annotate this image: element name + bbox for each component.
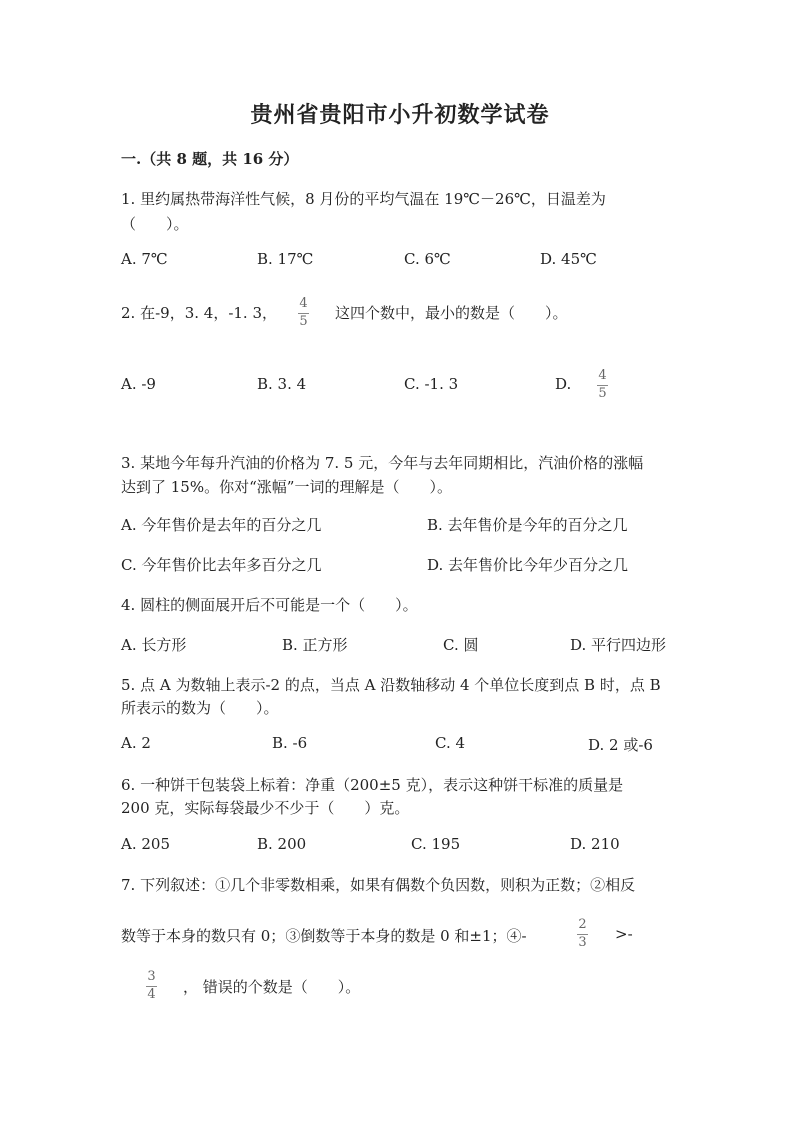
q2-option-c: C. -1. 3 <box>404 375 459 393</box>
page-title: 贵州省贵阳市小升初数学试卷 <box>250 102 550 128</box>
question-3-line-2: 达到了 15%。你对“涨幅”一词的理解是（ ）。 <box>121 478 452 496</box>
q2-option-d-numerator: 4 <box>598 368 607 383</box>
question-5-line-2: 所表示的数为（ ）。 <box>121 699 279 717</box>
question-7-line-2b: >- <box>615 925 633 943</box>
q3-option-b: B. 去年售价是今年的百分之几 <box>427 516 628 534</box>
section-heading: 一.（共 8 题，共 16 分） <box>121 150 299 168</box>
q1-option-c: C. 6℃ <box>404 250 451 268</box>
q2-fraction-denominator: 5 <box>299 314 308 329</box>
q2-option-d-denominator: 5 <box>598 386 607 401</box>
q7-fraction-2 <box>146 970 157 1002</box>
q2-option-b: B. 3. 4 <box>257 375 307 393</box>
question-7-line-3: ， 错误的个数是（ ）。 <box>183 978 361 996</box>
q1-option-b: B. 17℃ <box>257 250 314 268</box>
question-1-line-2: （ ）。 <box>121 215 189 233</box>
question-7-line-1: 7. 下列叙述：①几个非零数相乘，如果有偶数个负因数，则积为正数；②相反 <box>121 876 636 894</box>
q7-fraction-1 <box>577 918 588 950</box>
question-7-line-2a: 数等于本身的数只有 0；③倒数等于本身的数是 0 和±1；④- <box>121 927 527 945</box>
q7-fraction-1-denominator: 3 <box>578 935 587 950</box>
q3-option-a: A. 今年售价是去年的百分之几 <box>121 516 322 534</box>
question-2-text-after: 这四个数中，最小的数是（ ）。 <box>335 304 568 322</box>
q1-option-d: D. 45℃ <box>540 250 597 268</box>
q7-fraction-2-denominator: 4 <box>147 987 156 1002</box>
q6-option-d: D. 210 <box>570 835 620 853</box>
question-5-line-1: 5. 点 A 为数轴上表示-2 的点，当点 A 沿数轴移动 4 个单位长度到点 B 时，点 B <box>121 676 661 694</box>
q7-fraction-2-numerator: 3 <box>147 969 156 984</box>
q3-option-d: D. 去年售价比今年少百分之几 <box>427 556 629 574</box>
question-6-line-2: 200 克，实际每袋最少不少于（ ）克。 <box>121 799 410 817</box>
q5-option-c: C. 4 <box>435 734 466 752</box>
q6-option-a: A. 205 <box>121 835 170 853</box>
question-6-line-1: 6. 一种饼干包装袋上标着：净重（200±5 克），表示这种饼干标准的质量是 <box>121 776 624 794</box>
q2-option-a: A. -9 <box>121 375 156 393</box>
question-3-line-1: 3. 某地今年每升汽油的价格为 7. 5 元，今年与去年同期相比，汽油价格的涨幅 <box>121 454 644 472</box>
q2-fraction-numerator: 4 <box>299 296 308 311</box>
q4-option-c: C. 圆 <box>443 636 479 654</box>
question-4-line-1: 4. 圆柱的侧面展开后不可能是一个（ ）。 <box>121 596 418 614</box>
q2-option-d-fraction <box>597 369 608 401</box>
q4-option-b: B. 正方形 <box>282 636 348 654</box>
q5-option-d: D. 2 或-6 <box>588 736 653 754</box>
q7-fraction-1-numerator: 2 <box>578 917 587 932</box>
question-2-text-before: 2. 在-9，3. 4，-1. 3， <box>121 304 278 322</box>
q3-option-c: C. 今年售价比去年多百分之几 <box>121 556 322 574</box>
q6-option-b: B. 200 <box>257 835 307 853</box>
q6-option-c: C. 195 <box>411 835 461 853</box>
q4-option-d: D. 平行四边形 <box>570 636 667 654</box>
q2-option-d: D. <box>555 375 572 393</box>
q5-option-a: A. 2 <box>121 734 151 752</box>
q2-fraction <box>298 297 309 329</box>
q5-option-b: B. -6 <box>272 734 308 752</box>
q1-option-a: A. 7℃ <box>121 250 168 268</box>
question-1-line-1: 1. 里约属热带海洋性气候，8 月份的平均气温在 19℃－26℃，日温差为 <box>121 190 606 208</box>
q4-option-a: A. 长方形 <box>121 636 187 654</box>
